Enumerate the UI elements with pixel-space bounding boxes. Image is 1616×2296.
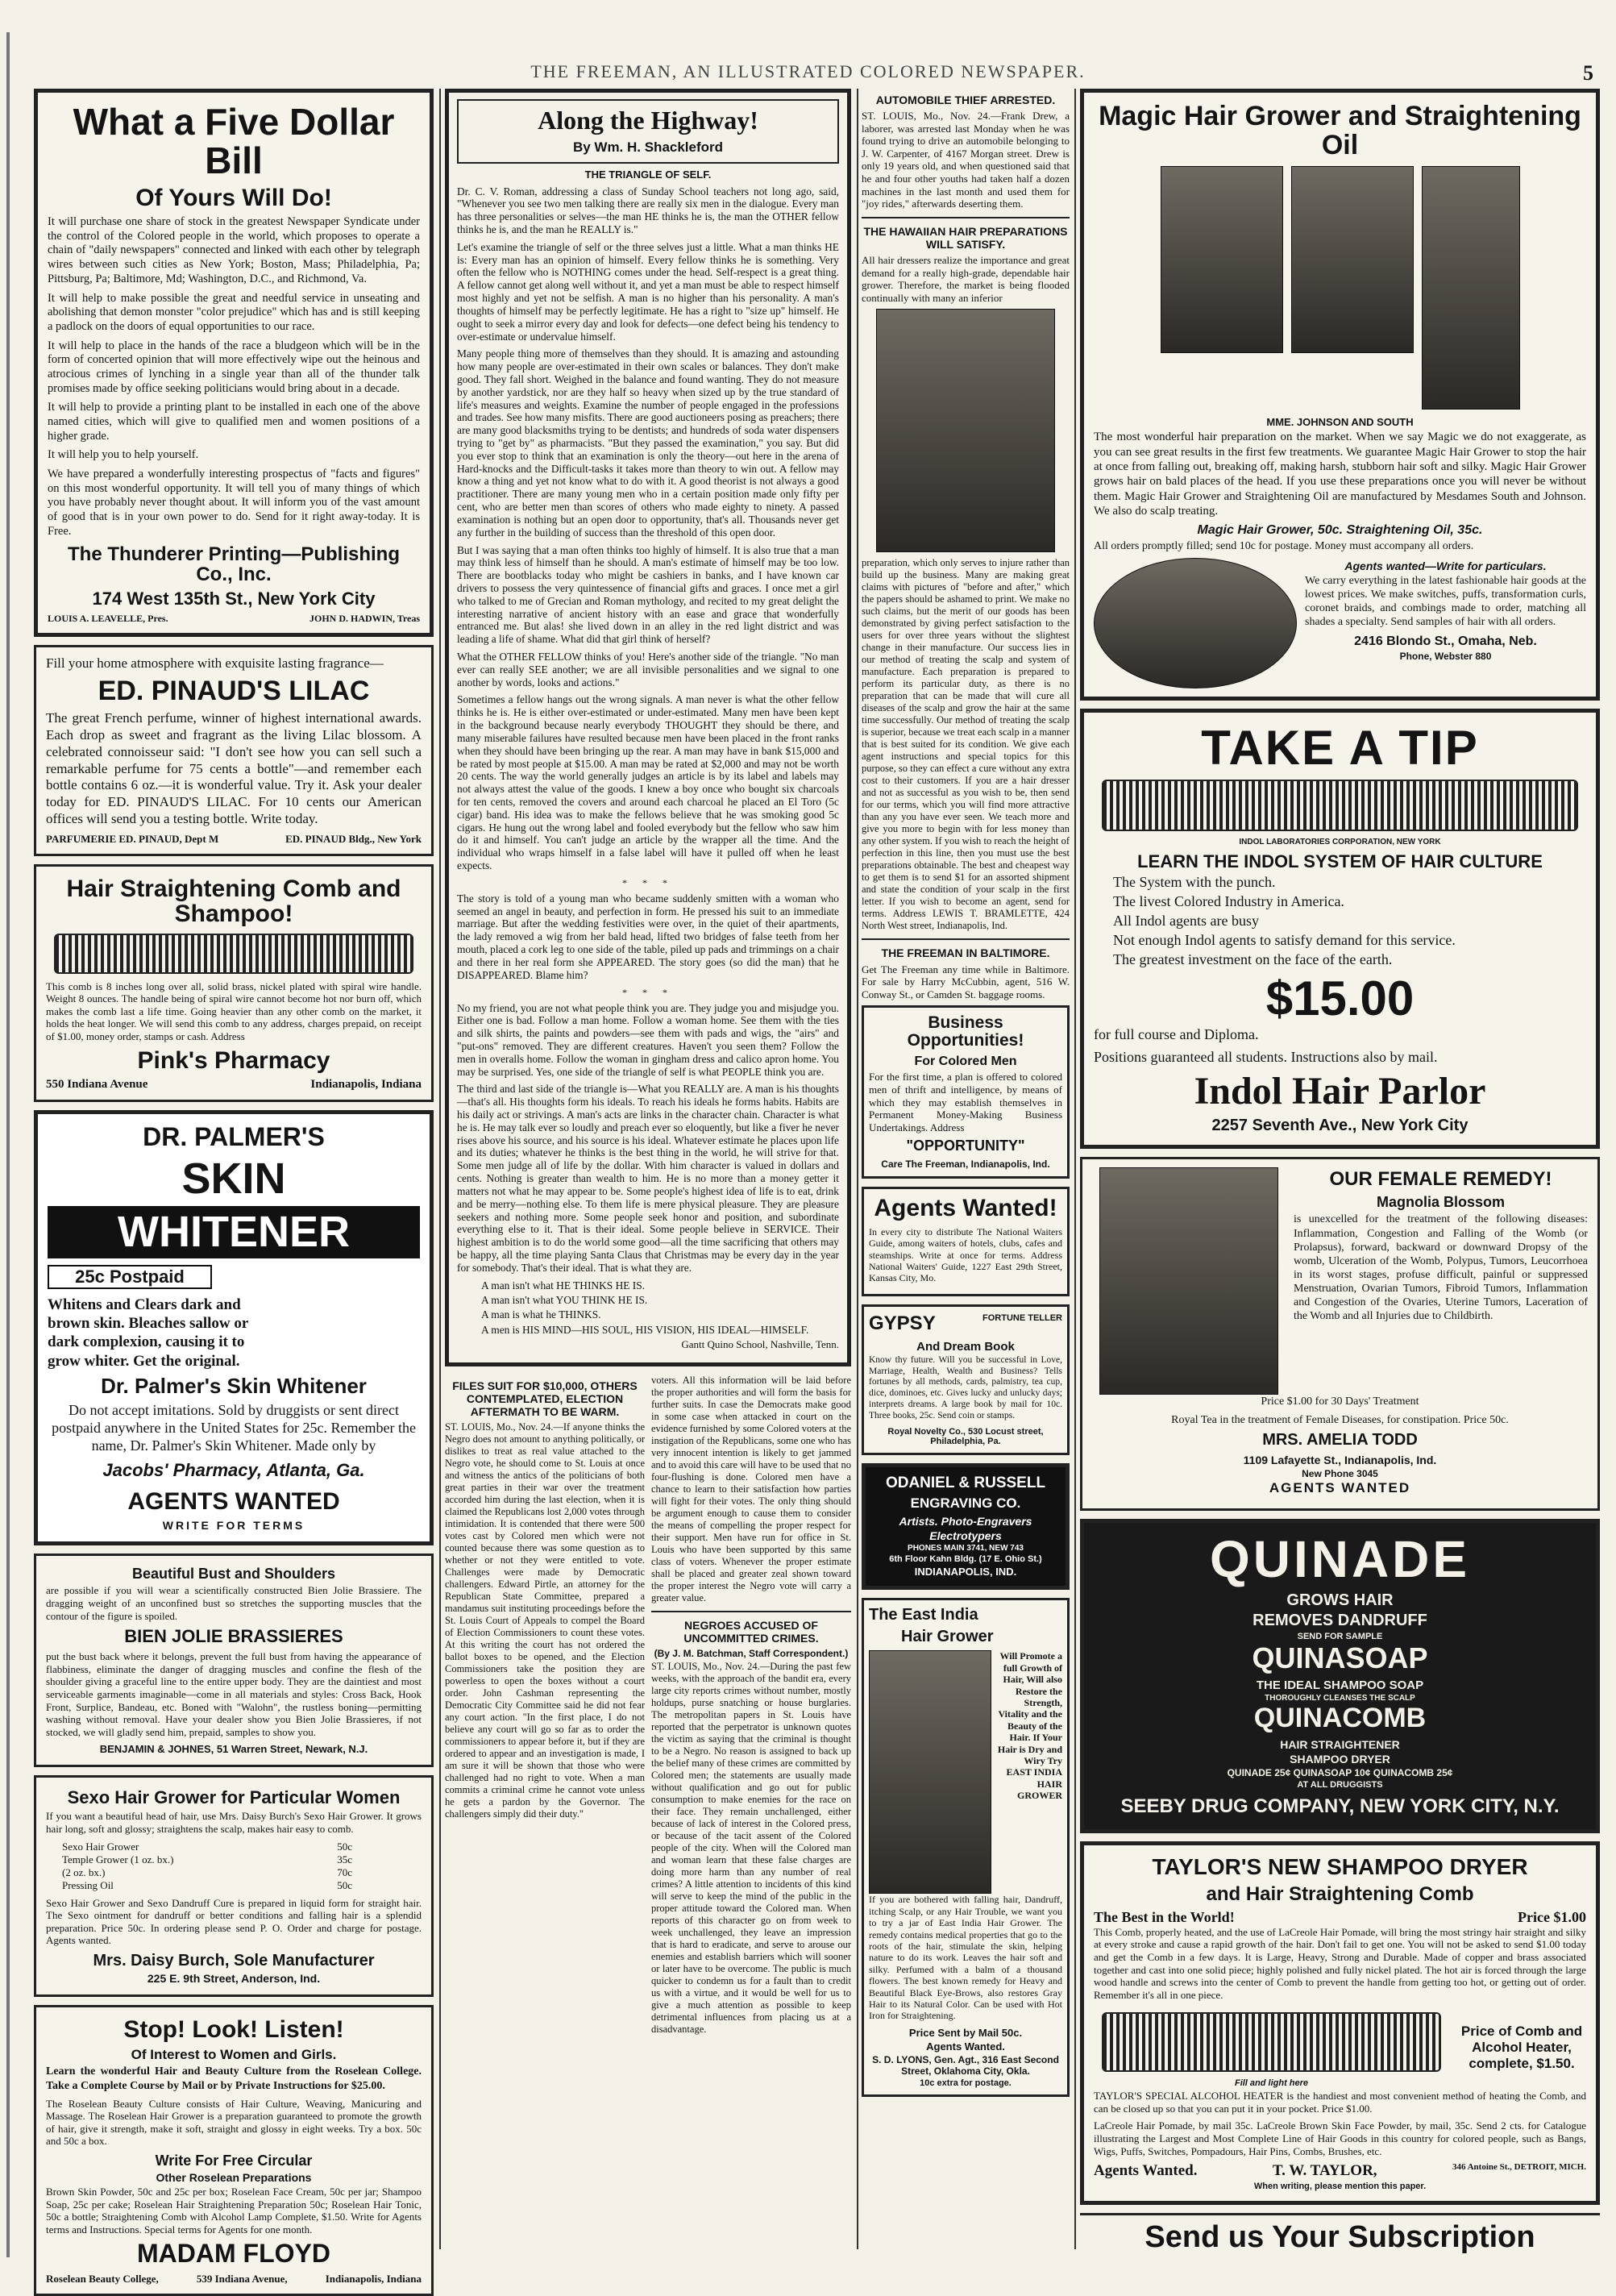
price-list-row <box>62 1879 352 1892</box>
quinasoap-desc2: THOROUGHLY CLEANSES THE SCALP <box>1265 1694 1415 1703</box>
ad-subheadline: For Colored Men <box>914 1054 1017 1069</box>
ad-headline: GYPSY <box>869 1312 936 1334</box>
ad-headline: TAKE A TIP <box>1201 721 1479 776</box>
running-masthead: THE FREEMAN, AN ILLUSTRATED COLORED NEWSPAPER. <box>530 61 1086 81</box>
ad-intro: If you want a beautiful head of hair, use Mrs. Daisy Burch's Sexo Hair Grower. It grows hair long, soft and glossy; straightens the scalp, makes hair easy to comb. <box>46 1810 422 1835</box>
brand-whitener: WHITENER <box>48 1206 420 1258</box>
ad-body: This Comb, properly heated, and the use of LaCreole Hair Pomade, will bring the most stringy hair straight and silky at every stroke and cause a rapid growth of the hair. Don't fail to get one. You will not be asked to send $1.00 today and get the Comb in a few days. It is Large, Heavy, Strong and Durable. Made of copper and brass associated together and cast into one solid piece; highly polished and fully nickel plated. The hot air is forced through the large wood handle and screws into the center of Comb to prevent the handle from getting too hot, or getting out of order. Remember it's all in one piece. <box>1094 1925 1586 2001</box>
maker-name: S. D. LYONS, Gen. Agt., 316 East Second Street, Oklahoma City, Okla. <box>872 2053 1059 2077</box>
indol-feature-line: The livest Colored Industry in America. <box>1113 893 1344 910</box>
company-president: LOUIS A. LEAVELLE, Pres. <box>48 613 168 624</box>
ad-business-opportunities <box>862 1005 1070 1179</box>
ad-subheadline: And Dream Book <box>916 1339 1015 1354</box>
ad-body: The Roselean Beauty Culture consists of Hair Culture, Weaving, Manicuring and Massage. The Roselean Hair Grower is a preparation guaranteed to promote the growth of hair, give it strength, make it soft, straight and glossy in eight weeks. Try a box. 50c and 50c a box. <box>46 2097 422 2148</box>
indol-feature-line: All Indol agents are busy <box>1113 913 1259 930</box>
hair-switch-photo <box>1422 166 1520 410</box>
quinade-removes: REMOVES DANDRUFF <box>1253 1612 1427 1630</box>
agents-wanted: AGENTS WANTED <box>127 1487 340 1515</box>
ad-special: TAYLOR'S SPECIAL ALCOHOL HEATER is the handiest and most convenient method of heating the Comb, and can be closed up so that you can put it in your pocket. Price $1.00. <box>1094 2090 1586 2115</box>
news-headline: AUTOMOBILE THIEF ARRESTED. <box>875 94 1056 106</box>
news-body: preparation, which only serves to injure rather than build up the business. Many are making great claims with pictures of "before and after," which the papers should be ashamed to print. We make no such claims, but the merit of our goods has been demonstrated by giving perfect satisfaction to the users for over three years without the slightest change in their manufacture. Our success lies in our method of treating the scalp and system of manufacture. Each preparation is prepared to perform its particular duty, as there is no preparation that can be made that will cure all diseases of the scalp and grow the hair at the same time successfully. Our method of treating the scalp is superior, because we treat each scalp in a manner that is best suited for its condition. We give each agent instructions and special topics for this purpose, so they can effect a cure without any extra cost to their customers. If you are a hair dresser and not as successful as you wish to be, then send for our terms, which you will find more attractive than any you have ever seen. We teach more and give you more to begin with for less money than any other system. If you wish to reach the height of perfection in this line, then you must use the best preparations obtainable. The best and cheapest way to get them is to send $1 for an assorted shipment and state the condition of your scalp in the first letter. If you wish to become an agent, send for terms. Address LEWIS T. BRAMLETTE, 424 North West street, Indianapolis, Ind. <box>862 557 1070 932</box>
price-list <box>62 1841 422 1892</box>
ad-indol-take-a-tip <box>1080 709 1600 1149</box>
mention-paper: When writing, please mention this paper. <box>1253 2182 1427 2192</box>
maker-address: 1109 Lafayette St., Indianapolis, Ind. <box>1243 1454 1437 1467</box>
ad-hair-comb-shampoo <box>34 864 434 1102</box>
news-byline: (By J. M. Batchman, Staff Correspondent.) <box>654 1647 849 1659</box>
ad-hawaiian-hair <box>862 225 1070 933</box>
ad-east-india-hair-grower <box>862 1598 1070 2096</box>
pharmacy-city: Indianapolis, Indiana <box>310 1078 422 1092</box>
ad-body: put the bust back where it belongs, prevent the full bust from having the appearance of flabbiness, eliminate the danger of dragging muscles and confine the flesh of the shoulder giving a graceful line to the entire upper body. They are the daintiest and most serviceable garments imaginable—come in all materials and styles: Cross Back, Hook Front, Surplice, Bandeau, etc. Boned with "Walohn", the rustless boning—permitting washing without removal. Have your dealer show you Bien Jolie Brassieres, if not stocked, we will gladly send him, prepaid, samples to show you. <box>46 1650 422 1738</box>
ad-headline: Hair Straightening Comb and Shampoo! <box>66 875 401 928</box>
braid-coronet-photo <box>1094 558 1297 688</box>
ad-subheadline: Of Interest to Women and Girls. <box>131 2047 337 2063</box>
ad-pinaud-lilac <box>34 645 434 856</box>
quinacomb-desc: HAIR STRAIGHTENER <box>1280 1737 1400 1751</box>
page-number: 5 <box>1583 61 1593 85</box>
ad-course: for full course and Diploma. <box>1094 1026 1259 1042</box>
ad-price: Price $1.00 <box>1518 1908 1586 1925</box>
company-name: The Thunderer Printing—Publishing Co., Inc. <box>68 543 400 585</box>
article-byline: By Wm. H. Shackleford <box>572 139 724 155</box>
heater-price: Price of Comb and Alcohol Heater, complete, $1.50. <box>1460 2024 1583 2072</box>
ad-guarantee: Positions guaranteed all students. Instructions also by mail. <box>1094 1048 1438 1065</box>
ad-agents: Agents Wanted. <box>926 2040 1005 2053</box>
ad-magic-hair-grower <box>1080 89 1600 701</box>
pharmacy-name: Pink's Pharmacy <box>137 1046 330 1074</box>
product-price: 50c <box>337 1840 352 1853</box>
ad-headline: Magic Hair Grower and Straightening Oil <box>1099 101 1581 160</box>
column-rule <box>1074 89 1076 2249</box>
news-headline: FILES SUIT FOR $10,000, OTHERS CONTEMPLATED, ELECTION AFTERMATH TO BE WARM. <box>452 1379 638 1418</box>
ad-agents: Agents Wanted. <box>1094 2162 1198 2180</box>
ad-headline: Business Opportunities! <box>907 1013 1024 1050</box>
ad-subheadline: and Hair Straightening Comb <box>1206 1882 1474 1905</box>
news-automobile-thief <box>862 94 1070 210</box>
article-paragraph: The story is told of a young man who became suddenly smitten with a woman who seemed an angel in beauty, and perfection in form. He pressed his suit to an immediate marriage. But after the wedding festivities were over, in the quiet of their apartments, the lady removed a wig from her bald head, lifted two bridges of false teeth from her mouth, placed a cork leg to one side of the table, piled up pads and trimmings on a chair and there in her real form she APPEARED. The story goes (so did the man) that he DISAPPEARED. Blame him? <box>457 892 839 981</box>
closing-line: A man isn't what YOU THINK HE IS. <box>481 1293 648 1306</box>
ad-odaniel-russell-engraving <box>862 1463 1070 1591</box>
quinade-grows: GROWS HAIR <box>1286 1591 1394 1610</box>
ad-female-remedy <box>1080 1157 1600 1511</box>
news-body: Get The Freeman any time while in Baltimore. For sale by Harry McCubbin, agent, 516 W. Conway St., or Camden St. baggage rooms. <box>862 963 1070 1000</box>
ad-floor: 6th Floor Kahn Bldg. (17 E. Ohio St.) <box>889 1554 1042 1565</box>
article-paragraph: No my friend, you are not what people think you are. They judge you and misjudge you. Either one is bad. Follow a man home. Follow a woman home. See them with the ties and silk shirts, the paints and powders—see them with pads and wigs, the "airs" and "put-ons" removed. They are different creatures. Haven't you seen them? Follow the men in overalls home. Follow the woman in gingham dress and calico apron home. You may be surprised. Yes, one side of the triangle of self is what PEOPLE think you are. <box>457 1001 839 1078</box>
woman-portrait-photo <box>1099 1167 1278 1395</box>
news-election-suit <box>445 1375 645 2040</box>
article-paragraph: Many people thing more of themselves than they should. It is amazing and astounding how many people are over-estimated in their own scales or balances. They don't make good. They fall short. Weighed in the balance and found wanting. They do not measure by another yardstick, nor are they half so heavy when sized up by the true standard of life's measures and weights. Examine the number of people engaged in the professions and trades. See how many misfits. There are good auctioneers posing as preachers; there are many good blacksmiths trying to be dentists; and hundreds of soda water dispensers trying to "get by" as pharmacists. "But they passed the examination," you say. But did you ever stop to think that an examination is only the theory—out here in the arena of Hard-knocks and the Difficult-tasks it takes more than theory to win out. A fellow may know a thing and yet not know what to do with it. A good theorist is not always a good practitioner. There are many young men who in a certain position made only fifty per cent, who are better men than scores of others who made eighty to ninety. A passed examination is nothing but an open door to opportunity, that's all. Thousands never get any further in the building of success than the threshold of this open door. <box>457 347 839 539</box>
column-news <box>862 89 1070 2249</box>
maker-name: MRS. AMELIA TODD <box>1262 1431 1418 1450</box>
maker-address: 2416 Blondo St., Omaha, Neb. <box>1354 634 1537 648</box>
ad-body: The most wonderful hair preparation on the market. When we say Magic we do not exaggerate, as you can see great results in the first few treatments. We guarantee Magic Hair Grower to stop the hair at once from falling out, breaking off, making harsh, stubborn hair soft and silky. Magic Hair Grower grows hair on bald places of the head. If you use these preparations once you will never be without them. Magic Hair Grower and Straightening Oil are manufactured by Mesdames South and Johnson. We also do scalp treating. <box>1094 430 1586 518</box>
price-list-row <box>62 1866 352 1879</box>
ad-fortune-teller: FORTUNE TELLER <box>982 1312 1062 1323</box>
ad-headline: What a Five Dollar Bill <box>73 101 395 182</box>
postage-note: 10c extra for postage. <box>920 2078 1012 2088</box>
photo-caption: MME. JOHNSON AND SOUTH <box>1266 416 1414 429</box>
quinacomb-title: QUINACOMB <box>1253 1703 1427 1734</box>
ad-electrotypers: Electrotypers <box>929 1529 1002 1543</box>
maker-name: MADAM FLOYD <box>137 2239 330 2269</box>
column-left <box>34 89 434 2285</box>
column-right <box>1080 89 1600 2255</box>
ad-tea: Royal Tea in the treatment of Female Diseases, for constipation. Price 50c. <box>1171 1414 1509 1427</box>
ad-body: If you are bothered with falling hair, Dandruff, itching Scalp, or any Hair Trouble, we want you to try a jar of East India Hair Grower. The remedy contains medical properties that go to the roots of the hair, stimulate the skin, helping nature to do its work. Leaves the hair soft and silky. Perfumed with a balm of a thousand flowers. The best known remedy for Heavy and Beautiful Black Eye-Brows, also restores Gray Hair to its Natural Color. Can be used with Hot Iron for Straightening. <box>869 1894 1062 2022</box>
woman-long-hair-photo <box>869 1650 991 1894</box>
ad-subheadline: Of Yours Will Do! <box>135 184 332 211</box>
page-binding-edge <box>6 32 10 2257</box>
ad-price: Price $1.00 for 30 Days' Treatment <box>1261 1395 1419 1408</box>
ad-headline: OUR FEMALE REMEDY! <box>1329 1168 1552 1191</box>
quinasoap-title: QUINASOAP <box>1252 1641 1428 1675</box>
fill-light-label: Fill and light here <box>1234 2078 1309 2089</box>
price-list-row <box>62 1841 352 1853</box>
article-title: Along the Highway! <box>538 106 758 135</box>
article-paragraph: The third and last side of the triangle is—What you REALLY are. A man is his thoughts—that's all. His thoughts form his ideals. To reach his ideals he forms habits. Habits are his daily act or strivings. A man's acts are links in the character chain. Character is what he is. He may talk ever so loudly and preach ever so eloquently, but like a fiver he never rises above his source, and his source is his ideal. Whatever estimate he places upon life and its duties; whatever he thinks is the best thing in the world, he will strive for that. Some men judge all of life by the dollar. With him character is valued in dollars and cents. Nothing is greater than wealth to him. He is no more than a money getter it matters not what he may appear to be. Some people's highest idea of life is to eat, drink and be merry—nothing else. To them life is mere physical pleasure. They are pleasure seekers and nothing more. Some people seek honor and position, and subordinate everything else to it. That is their ideal. Some people believe in SERVICE. Their highest ambition is to do the world some good—all the time sacrificing that others may be happy, all the time playing Santa Claus that Christmas may be every day in the year for somebody. That's their ideal. That is what they are. <box>457 1083 839 1274</box>
indol-feature-line: Not enough Indol agents to satisfy demand for this service. <box>1113 932 1456 949</box>
ad-artists: Artists. Photo-Engravers <box>899 1515 1032 1529</box>
ad-subheadline: ENGRAVING CO. <box>910 1495 1021 1511</box>
column-article <box>445 89 851 2249</box>
maker-name: T. W. TAYLOR, <box>1272 2162 1377 2180</box>
maker-address: 225 E. 9th Street, Anderson, Ind. <box>147 1971 321 1985</box>
ad-body: In every city to distribute The National Waiters Guide, among waiters of hotels, clubs, cafes and steamships. Write at once for terms. Address National Waiters' Guide, 1227 East 29th Street, Kansas City, Mo. <box>869 1225 1062 1284</box>
quinade-prices: QUINADE 25¢ QUINASOAP 10¢ QUINACOMB 25¢ <box>1227 1766 1453 1778</box>
write-for-terms: WRITE FOR TERMS <box>162 1519 305 1533</box>
ad-paragraph: It will purchase one share of stock in the greatest Newspaper Syndicate under the control of the Colored people in the world, which proposes to operate a chain of "daily newspapers" connected and linked with each other by telegraph wires between such cities as New York; Boston, Mass; Philadelphia, Pa; Pittsburg, Pa; Baltimore, Md; Washington, D.C., and Richmond, Va. <box>48 215 420 285</box>
agents-wanted: AGENTS WANTED <box>1269 1480 1411 1496</box>
article-closing <box>457 1279 839 1337</box>
indol-features <box>1094 874 1586 969</box>
ad-warning: Do not accept imitations. Sold by druggists or sent direct postpaid anywhere in the United States for 25c. Remember the name, Dr. Palmer's Skin Whitener. Made only by <box>52 1401 416 1454</box>
news-headline: THE FREEMAN IN BALTIMORE. <box>881 946 1050 960</box>
ad-orders: All orders promptly filled; send 10c for postage. Money must accompany all orders. <box>1094 540 1474 553</box>
college-name: Roselean Beauty College, <box>46 2272 159 2285</box>
product-name: Sexo Hair Grower <box>62 1840 139 1853</box>
ad-headline: ODANIEL & RUSSELL <box>885 1474 1046 1491</box>
ad-headline: Stop! Look! Listen! <box>123 2015 344 2043</box>
price-list-row <box>62 1853 352 1866</box>
indol-comb-illustration <box>1102 780 1578 831</box>
news-freeman-baltimore <box>862 946 1070 1000</box>
indol-feature-line: The System with the punch. <box>1113 874 1276 891</box>
news-body: voters. All this information will be laid before the proper authorities and will form the basis for further suits. In case the Democrats make good in some case when attacked in court on the evidence furnished by some Colored voters at the instigation of the Republicans, some one who has very innocent intention is likely to get jammed and to avoid this care will have to be used that no four-flushing is done. Colored men have a chance to learn to their satisfaction how parties will fight for their votes. The only thing should be argument enough to cause them to consider the means of compelling the proper respect for their support. Men have run for office in St. Louis who have been supported by this same class of voters. Whenever the proper estimate shall be placed and greater zeal shown toward the proper interest the Negro vote will carry a greater value. <box>651 1374 851 1603</box>
ad-agents: Agents wanted—Write for particulars. <box>1344 559 1547 573</box>
indol-feature-line: The greatest investment on the face of the earth. <box>1113 951 1393 968</box>
news-body: All hair dressers realize the importance and great demand for a really high-grade, dependable hair grower. Therefore, the market is being flooded continually with many an inferior <box>862 254 1070 304</box>
ad-best: The Best in the World! <box>1094 1908 1235 1925</box>
news-continuation <box>651 1375 851 2040</box>
parlor-address: 2257 Seventh Ave., New York City <box>1211 1117 1469 1135</box>
ad-intro: Fill your home atmosphere with exquisite lasting fragrance— <box>46 655 384 671</box>
news-body: ST. LOUIS, Mo., Nov. 24.—If anyone thinks the Negro does not amount to anything politically, or dislikes to treat as real value attached to the Negro vote, he should come to St. Louis at once and witness the antics of the politicians of both great parties in their war over the treatment accorded him during the last election, when it is claimed the Republicans lost 2,000 votes through intimidation. It is contended that there were 500 votes cast by Colored men which were not counted because there was some question as to whether or not they were entitled to vote. Challenges were made by Democratic challengers. Edward Pirtle, an attorney for the Republican State Committee, prepared a mandamus suit instituting proceedings before the St. Louis Court of Appeals to compel the Board of Election Commissioners to count these votes. At this writing the court has not ordered the ballot boxes to be opened, and the Election Commissioners take the position they are powerless to open the boxes without a court order. John Cashman representing the Democratic City Committee said he did not fear any court action. "In the first place, I do not believe any court will go so far as to order the commissioners to appear before it, but if they are ordered to appear and an investigation is made, I am sure it will be shown that those who were challenged had no right to vote. When a man commits a criminal crime he cannot vote unless he gets a pardon by the Governor. The challengers simply did their duty." <box>445 1420 645 1820</box>
ad-sexo-hair-grower <box>34 1775 434 1997</box>
product-name: Dr. Palmer's Skin Whitener <box>101 1373 367 1398</box>
ad-madam-floyd <box>34 2005 434 2296</box>
quinasoap-desc: THE IDEAL SHAMPOO SOAP <box>1256 1678 1424 1693</box>
maker-name: Mrs. Daisy Burch, Sole Manufacturer <box>93 1951 375 1969</box>
comb-label: INDOL LABORATORIES CORPORATION, NEW YORK <box>1239 838 1441 847</box>
ad-body: Brown Skin Powder, 50c and 25c per box; Roselean Face Cream, 50c per jar; Shampoo Soap, 25c per cake; Roselean Hair Straightening Preparation 50c; Roselean Hair Tonic, 50c a bottle; Straightening Comb with Alcohol Lamp Complete, $1.50. Write for Agents terms and Instructions. Special terms for Agents for one month. <box>46 2185 422 2236</box>
ad-quinade <box>1080 1519 1600 1833</box>
ad-palmer-skin-whitener <box>34 1110 434 1545</box>
postpaid-price: 25c Postpaid <box>48 1265 212 1289</box>
opportunity-name: "OPPORTUNITY" <box>906 1138 1025 1154</box>
circular-offer: Write For Free Circular <box>155 2152 313 2169</box>
ad-gypsy-fortune <box>862 1304 1070 1455</box>
ad-body: is unexcelled for the treatment of the following diseases: Inflammation, Congestion and Falling of the Womb (or Prolapsus), forward, backward or downward Dropsy of the womb, Ulceration of the Womb, Polypus, Tumors, Leucorrhoea in its worst stages, profuse difficult, painful or suppressed Menstruation, Ovarian Tumors, Fibroid Tumors, Inflammation and Congestion of the Ovaries, Uterine Tumors, Laceration of the Womb and all Injuries due to Childbirth. <box>1294 1213 1588 1323</box>
parlor-name: Indol Hair Parlor <box>1194 1069 1486 1113</box>
company-address: 174 West 135th St., New York City <box>92 588 376 609</box>
product-name: (2 oz. bx.) <box>62 1866 106 1878</box>
ad-headline: TAYLOR'S NEW SHAMPOO DRYER <box>1152 1854 1528 1880</box>
ad-body: This comb is 8 inches long over all, solid brass, nickel plated with spiral wire handle. Weight 8 ounces. The handle being of spiral wire cannot become hot nor burn off, which makes the comb last a life time. Going heavier than any other comb on the market, it holds the heat longer. We will send this comb to any address, charges prepaid, on receipt of $1.00, money order, stamps or cash. Address <box>46 980 422 1042</box>
news-body: ST. LOUIS, Mo., Nov. 24.—Frank Drew, a laborer, was arrested last Monday when he was found trying to drive an automobile belonging to J. W. Carpenter, of 4167 Morgan street. Drew is only 19 years old, and when questioned said that he and four other youths had taken half a dozen machines in the last month and used them for "joy rides," afterwards deserting them. <box>862 110 1070 210</box>
ad-headline: The East India <box>869 1606 978 1624</box>
maker-phone: New Phone 3045 <box>1302 1468 1378 1480</box>
maker-name: PARFUMERIE ED. PINAUD, Dept M <box>46 832 219 845</box>
woman-portrait-photo <box>1291 166 1414 353</box>
product-price: 70c <box>337 1866 352 1878</box>
maker-name: Royal Novelty Co., 530 Locust street, Philadelphia, Pa. <box>887 1426 1044 1446</box>
ad-paragraph: We have prepared a wonderfully interesting prospectus of "facts and figures" on this most wonderful opportunity. It will tell you of many things of which you have probably never thought about. It will inform you of the vast amount of good that is in your own power to do. Send for it right away-today. It is Free. <box>48 468 420 538</box>
ad-headline: Sexo Hair Grower for Particular Women <box>67 1787 401 1808</box>
article-credit: Gantt Quino School, Nashville, Tenn. <box>681 1337 839 1350</box>
maker-phone: Phone, Webster 880 <box>1399 650 1492 662</box>
ad-city: INDIANAPOLIS, IND. <box>914 1566 1017 1578</box>
product-name: Pressing Oil <box>62 1878 114 1891</box>
ad-paragraph: It will help to place in the hands of the race a bludgeon which will be in the form of concerted opinion that will more effectively wipe out the heinous and atrocious crimes of lynching in a single year than all of the thunder talk promises made by office seeking politicians would bring about in a decade. <box>48 339 420 395</box>
ad-tagline: Whitens and Clears dark and brown skin. Bleaches sallow or dark complexion, causing it to grow whiter. Get the original. <box>48 1296 248 1370</box>
column-rule <box>857 89 858 2249</box>
article-section: THE TRIANGLE OF SELF. <box>584 168 712 181</box>
ad-lead: Learn the wonderful Hair and Beauty Culture from the Roselean College. Take a Complete Course by Mail or by Private Instructions for $25.00. <box>46 2065 422 2092</box>
ad-headline: Agents Wanted! <box>874 1195 1057 1222</box>
ad-five-dollar-bill <box>34 89 434 637</box>
college-address: 539 Indiana Avenue, <box>196 2272 288 2285</box>
quinade-sample: SEND FOR SAMPLE <box>1297 1632 1383 1642</box>
article-paragraph: Sometimes a fellow hangs out the wrong signals. A man never is what the other fellow thinks he is. He is either over-estimated or under-estimated. Many men have been kept in the background because nearly everybody THOUGHT they should be there, and many miserable failures have resulted because men have been placed in the front ranks when they should have been bringing up the rear. A man may have in bank $15,000 and be rated by most people at $15.00. A man may be rated at $2,000 and may not be worth 20 cents. The way the world generally judges an article is by its label and labels may not always attest the value of the goods. I knew a boy once who bought six charcoals for ten cents, removed the covers and around each charcoal he placed an El Toro (5c cigar) band. His idea was to make the fellows believe that he was smoking good 5c cigars. He hung out the wrong label and fooled everybody but the fellow who saw him do it and himself. You can't judge an article by the wrapper all the time. And the individual who wraps himself in a false label will have it pulled off when he least expects. <box>457 693 839 872</box>
ad-body: For the first time, a plan is offered to colored men of thrift and intelligence, by means of which they may establish themselves in Permanent Money-Making Business Undertakings. Address <box>869 1071 1062 1133</box>
section-divider: * * * <box>622 876 674 888</box>
ad-paragraph: It will help to make possible the great and needful service in unseating and abolishing that demon monster "color prejudice" which has and is still keeping a padlock on the doors of equal opportunities to our race. <box>48 291 420 333</box>
maker-address: 346 Antoine St., DETROIT, MICH. <box>1452 2162 1586 2173</box>
article-highway <box>445 89 851 1366</box>
other-products-heading: Other Roselean Preparations <box>156 2170 312 2184</box>
hair-comb-illustration <box>54 934 413 974</box>
taylor-comb-illustration <box>1102 2012 1441 2072</box>
closing-line: A man is what he THINKS. <box>481 1308 601 1321</box>
maker-name: BENJAMIN & JOHNES, 51 Warren Street, Newark, N.J. <box>99 1743 368 1756</box>
news-headline: NEGROES ACCUSED OF UNCOMMITTED CRIMES. <box>683 1618 819 1645</box>
ad-headline: ED. PINAUD'S LILAC <box>98 675 370 706</box>
ad-paragraph: It will help you to help yourself. <box>48 448 199 462</box>
ad-bien-jolie <box>34 1554 434 1767</box>
ad-body: are possible if you will wear a scientifically constructed Bien Jolie Brassiere. The dragging weight of an unconfined bust so stretches the supporting muscles that the contour of the figure is spoiled. <box>46 1584 422 1622</box>
product-name: Temple Grower (1 oz. bx.) <box>62 1853 174 1866</box>
brand-name: BIEN JOLIE BRASSIERES <box>124 1626 343 1647</box>
care-of: Care The Freeman, Indianapolis, Ind. <box>881 1158 1050 1171</box>
ad-lacreole: LaCreole Hair Pomade, by mail 35c. LaCreole Brown Skin Face Powder, by mail, 35c. Send 2 cts. for Catalogue illustrating the Largest and Most Complete Line of Hair Goods in this country for colored people, such as Bangs, Wigs, Puffs, Switches, Pompadours, Hair Pins, Combs, Brushes, etc. <box>1094 2119 1586 2157</box>
ad-phones: PHONES MAIN 3741, NEW 743 <box>908 1544 1024 1554</box>
article-body <box>457 185 839 1275</box>
ad-subheadline: Magnolia Blossom <box>1376 1194 1506 1211</box>
article-paragraph: Let's examine the triangle of self or the three selves just a little. What a man thinks HE is: Every man has an opinion of himself. Every fellow thinks he is something. Very often the fellow who is NOTHING comes under the head. Self-respect is a great thing. A fellow cannot get along well without it, and yet a man must be able to respect himself most highly and yet not be selfish. A man is no higher than his personality. A man's thoughts of himself may be perfectly legitimate. He has a right to "size up" himself. He ought to seek a mirror every day and look for defects—one defect being his tendency to over-estimate or undervalue himself. <box>457 240 839 343</box>
maker-name: Jacobs' Pharmacy, Atlanta, Ga. <box>102 1459 365 1480</box>
news-body: ST. LOUIS, Mo., Nov. 24.—During the past few weeks, with the approach of the bandit era, every large city reports crimes without number, mostly holdups, purse snatching or house burglaries. The metropolitan papers in St. Louis have reported that the perpetrator is unknown quotes the victim as saying that the criminal is thought to be a Negro. No reason is assigned to back up the belief many of these crimes are committed by Colored men; the statements are usually made without qualification and go out for public consumption to make enemies for the race on their face. They remain unchallenged, either because of lack of interest in the Colored press, or because of the tacit assent of the Colored people of the city. When will the Colored man and woman learn that these false charges are doing more harm than any number of real crimes? A little attention to incidents of this kind will serve to keep the mind of the public in the proper attitude toward the Colored man. When reports of this character go on from week to week unchallenged, they leave an impression that is hard to eradicate, and serve to arouse our enemies and establish barriers which will sooner or later have to be overcome. The public is much quicker to condemn us for a fault than to credit us with a virtue, and it would be well for us to give a much attention as possible to keep detrimental influences from placing us at a disadvantage. <box>651 1660 851 2035</box>
company-treasurer: JOHN D. HADWIN, Treas <box>309 613 420 624</box>
quinacomb-desc2: SHAMPOO DRYER <box>1290 1752 1390 1766</box>
ad-prices: Magic Hair Grower, 50c. Straightening Oil, 35c. <box>1197 523 1483 538</box>
ad-side-text: Will Promote a full Growth of Hair, Will also Restore the Strength, Vitality and the Beauty of the Hair. If Your Hair is Dry and Wiry Try EAST INDIA HAIR GROWER <box>997 1650 1062 1802</box>
college-city: Indianapolis, Indiana <box>325 2272 422 2285</box>
brand-dr-palmer: DR. PALMER'S <box>143 1122 325 1152</box>
closing-line: A men is HIS MIND—HIS SOUL, HIS VISION, HIS IDEAL—HIMSELF. <box>481 1323 809 1336</box>
ad-headline-2: Hair Grower <box>901 1628 994 1646</box>
ad-agents-wanted-guide <box>862 1187 1070 1296</box>
maker-address: ED. PINAUD Bldg., New York <box>285 832 422 845</box>
product-price: 50c <box>337 1878 352 1891</box>
ad-headline: QUINADE <box>1209 1530 1471 1589</box>
closing-line: A man isn't what HE THINKS HE IS. <box>481 1279 646 1292</box>
quinade-druggists: AT ALL DRUGGISTS <box>1297 1779 1383 1790</box>
news-headline: THE HAWAIIAN HAIR PREPARATIONS WILL SATISFY. <box>863 224 1068 251</box>
ad-paragraph: It will help to provide a printing plant to be installed in each one of the above named cities, which will give to qualified men and women positions of a higher grade. <box>48 401 420 443</box>
news-columns <box>445 1375 851 2040</box>
pharmacy-address: 550 Indiana Avenue <box>46 1078 148 1092</box>
subscription-banner: Send us Your Subscription <box>1080 2213 1600 2254</box>
woman-portrait-photo <box>876 309 1055 552</box>
column-rule <box>439 89 441 2249</box>
article-paragraph: What the OTHER FELLOW thinks of you! Here's another side of the triangle. "No man ever can really SEE another; we are all invisible personalities and we signal to one another by words, looks and actions." <box>457 651 839 688</box>
ad-learn: LEARN THE INDOL SYSTEM OF HAIR CULTURE <box>1137 851 1543 872</box>
brand-skin: SKIN <box>181 1154 286 1203</box>
ad-headline: Beautiful Bust and Shoulders <box>131 1566 336 1583</box>
ad-body: Know thy future. Will you be successful in Love, Marriage, Health, Wealth and Business? Tells fortunes by all methods, cards, palmistry, tea cup, dice, dominoes, etc. Gives lucky and unlucky days; interprets dreams. A large book by mail for 10c. Three books, 25c. Send coin or stamps. <box>869 1354 1062 1420</box>
section-divider: * * * <box>622 986 674 998</box>
ad-price: Price Sent by Mail 50c. <box>908 2026 1023 2039</box>
product-price: 35c <box>337 1853 352 1866</box>
ad-body: Sexo Hair Grower and Sexo Dandruff Cure is prepared in liquid form for straight hair. The Sexo ointment for dandruff or better conditions and falling hair is a splendid preparation. Price 50c. In ordering please send P. O. Order and charge for postage. Agents wanted. <box>46 1896 422 1947</box>
woman-portrait-photo <box>1161 166 1283 353</box>
article-paragraph: But I was saying that a man often thinks too highly of himself. It is also true that a man may think less of himself than he should. A man's estimate of himself may be too low. There are bootblacks today who might be cashiers in banks, and I have known car drivers to possess the very quintessence of financial gifts and graces. I once met a girl who talked to me of Grecian and Roman mythology, and recited to my great delight the interesting narrative of ancient history with an ease and grace that wonderfully entranced me. But alas! she lived down in an alley in the red light district and was leading a life of shame. What did that girl think of herself? <box>457 543 839 646</box>
ad-taylor-shampoo-dryer <box>1080 1841 1600 2205</box>
article-paragraph: Dr. C. V. Roman, addressing a class of Sunday School teachers not long ago, said, "Whenever you see two men talking there are really six men in the dialogue. Every man has three personalities or selves—the man HE thinks he is, the man the OTHER fellow thinks he is, and the man he REALLY is." <box>457 185 839 236</box>
ad-body: The great French perfume, winner of highest international awards. Each drop as sweet and fragrant as the living Lilac blossom. A celebrated connoisseur said: "I don't see how you can sell such a remarkable perfume for 75 cents a bottle"—and remember each bottle contains 6 oz.—it is wonderful value. Try it. Ask your dealer today for ED. PINAUD'S LILAC. For 10 cents our American offices will send you a testing bottle. Write today. <box>46 710 422 826</box>
maker-name: SEEBY DRUG COMPANY, NEW YORK CITY, N.Y. <box>1120 1795 1560 1817</box>
ad-price: $15.00 <box>1265 971 1415 1025</box>
ad-stock: We carry everything in the latest fashionable hair goods at the lowest prices. We make switches, puffs, transformation curls, coronet braids, and combings made to order, matching all shades a specialty. Send samples of hair with all orders. <box>1305 575 1586 629</box>
